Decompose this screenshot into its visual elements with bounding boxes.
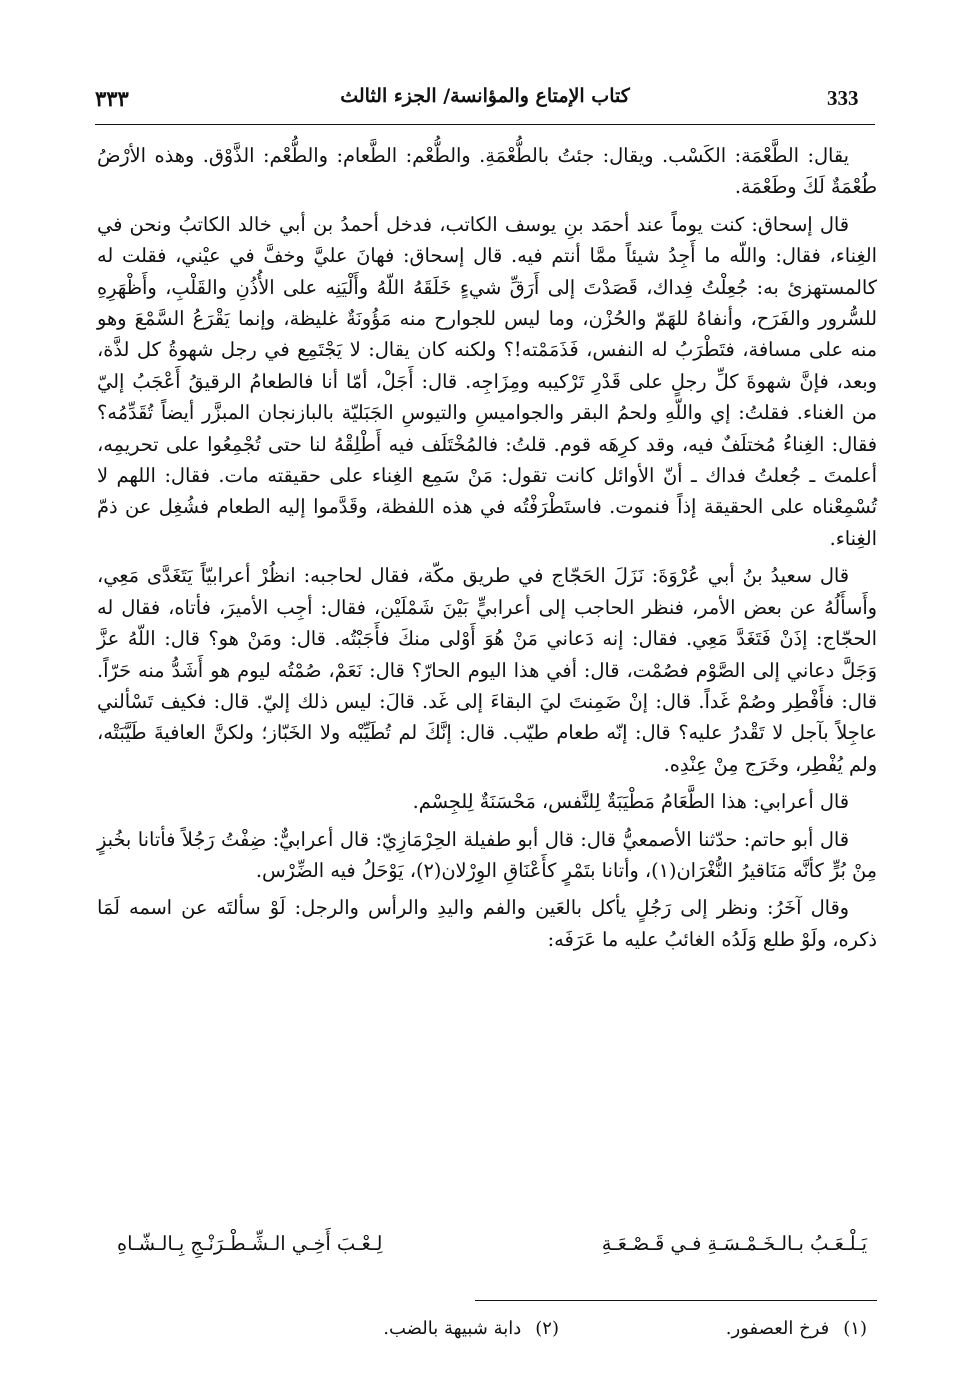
- paragraph: قال أبو حاتم: حدّثنا الأصمعيُّ قال: قال أبو طفيلة الحِرْمَازِيّ: قال أعرابيٌّ: ضِفْتُ رَجُلاً فأتانا بخُبزٍ مِنْ بُرٍّ كأنَّه مَنَاقيرُ النُّغْرَان(١)، وأتانا بتَمْرٍ كأَعْنَاقِ الوِرْلان(٢)، يَوْحَلُ فيه الضِّرْس.: [97, 827, 877, 882]
- paragraph: قال إسحاق: كنت يوماً عند أحمَد بنِ يوسف الكاتب، فدخل أحمدُ بن أبي خالد الكاتبُ ونحن في الغِناء، فقال: واللّه ما أَجِدُ شيئاً ممَّا أنتم فيه. قال إسحاق: فهانَ عليَّ وخفَّ في عيْني، فقلت له كالمستهزئ به: جُعِلْتُ فِداك، قَصَدْتَ إلى أَرَقِّ شيءٍ خَلَقَهُ اللّهُ وأَلْيَنِه على الأُذُنِ والقَلْبِ، وأَظْهَرِهِ للسُّرور والفَرَح، وأنفاهُ للهَمّ والحُزْن، وما ليس للجوارح منه مَؤُونَةٌ غليظة، وإنما يَقْرَعُ السَّمْعَ وهو منه على مسافة، فتَطْرَبُ له النفس، فَذَمَمْته!؟ ولكنه كان يقال: لا يَجْتَمِع في رجل شهوةُ كل لذَّة، وبعد، فإنَّ شهوةَ كلِّ رجلٍ على قَدْرِ تَرْكيبه ومِزَاجِه. قال: أَجَلْ، أمّا أنا فالطعامُ الرقيقُ أَعْجَبُ إليّ من الغناء. فقلتُ: إي واللّهِ ولحمُ البقر والجواميسِ والتيوسِ الجَبَليّة بالبازنجان المبزَّر أيضاً تُقَدِّمُه؟ فقال: الغِناءُ مُختلَفٌ فيه، وقد كرِهَه قوم. قلتُ: فالمُخْتَلَف فيه أَطْلِقْهُ لنا حتى تُجْمِعُوا على تحريمِه، أعلمتَ ـ جُعلتُ فداك ـ أنّ الأوائل كانت تقول: مَنْ سَمِع الغِناء على حقيقته مات. فقال: اللهم لا تُسْمِعْناه على الحقيقة إذاً فنموت. فاستَطْرَفْتُه في هذه اللفظة، وقَدَّموا إليه الطعام فشُغِل عن ذمّ الغِناء.: [97, 212, 877, 550]
- running-head: [95, 82, 875, 122]
- page-number-arabic: ٣٣٣: [95, 86, 129, 111]
- header-rule: [95, 124, 875, 125]
- footnote-text: فرخ العصفور.: [725, 1318, 830, 1339]
- page-number-latin: 333: [827, 86, 859, 110]
- paragraph: قال أعرابي: هذا الطَّعَامُ مَطْيَبَةٌ لِلنَّفس، مَحْسَنَةٌ لِلجِسْم.: [412, 790, 849, 814]
- book-title: كتاب الإمتاع والمؤانسة/ الجزء الثالث: [340, 85, 630, 107]
- footnote-text: دابة شبيهة بالضب.: [383, 1318, 522, 1339]
- footnotes: [97, 1318, 877, 1348]
- poem-verse: [97, 1232, 877, 1266]
- footnote-marker: (٢): [535, 1318, 559, 1339]
- paragraph: قال سعيدُ بنُ أبي عُرْوَةَ: نَزَلَ الحَجّاج في طريق مكّة، فقال لحاجبه: انظُرْ أعرابيّاً يَتَغَدَّى مَعِي، وأَسأَلُهُ عن بعض الأمر، فنظر الحاجب إلى أعرابيٍّ بَيْنَ شَمْلَيْن، فقال: أجِب الأميرَ، فأتاه، فقال له الحجّاج: إذَنْ فَتَغَدَّ مَعِي. فقال: إنه دَعاني مَنْ هُوَ أَوْلى منكَ فأَجَبْتُه. قال: ومَنْ هو؟ قال: اللّهُ عزَّ وَجَلَّ دعاني إلى الصَّوْم فصُمْت، قال: أفي هذا اليوم الحارّ؟ قال: نَعَمْ، صُمْتُه ليوم هو أَشَدُّ منه حَرّاً. قال: فأَفْطِر وصُمْ غَداً. قال: إنْ ضَمِنتَ ليَ البقاءَ إلى غَد. قالَ: ليس ذلك إليّ. قال: فكيف تَسْألني عاجِلاً بآجل لا تَقْدرُ عليه؟ قال: إنّه طعام طيّب. قال: إنَّكَ لم تُطَيِّبْه ولا الخَبّاز؛ ولكنَّ العافيةَ طَيَّبَتْه، ولم يُفْطِر، وخَرَج مِنْ عِنْدِه.: [97, 564, 877, 776]
- verse-hemistich-second: لِـعْـبَ أَخِـي الـشِّـطْـرَنْـجِ بِـالـشّـاهِ: [117, 1232, 383, 1255]
- footnote-marker: (١): [843, 1318, 867, 1339]
- footnote-1: [726, 1318, 867, 1339]
- body-text: [97, 140, 877, 961]
- paragraph: وقال آخَرُ: ونظر إلى رَجُلٍ يأكل بالعَين والفم واليدِ والرأس والرجل: لَوْ سألتَه عن اسمه لَمَا ذكره، ولَوْ طلع وَلَدُه الغائبُ عليه ما عَرَفَه:: [97, 896, 877, 951]
- verse-hemistich-first: يَـلْـعَـبُ بـالـخَـمْـسَـةِ فـي قَـصْـعَـةِ: [601, 1232, 867, 1255]
- footnote-rule: [475, 1300, 877, 1301]
- footnote-2: [383, 1318, 559, 1339]
- paragraph: يقال: الطَّعْمَة: الكَسْب. ويقال: جئتُ بالطُّعْمَةِ. والطُّعْم: الطَّعام: والطُّعْم: الذَّوْق. وهذه الأرْضُ طُعْمَةٌ لَكَ وطَعْمَة.: [97, 144, 877, 199]
